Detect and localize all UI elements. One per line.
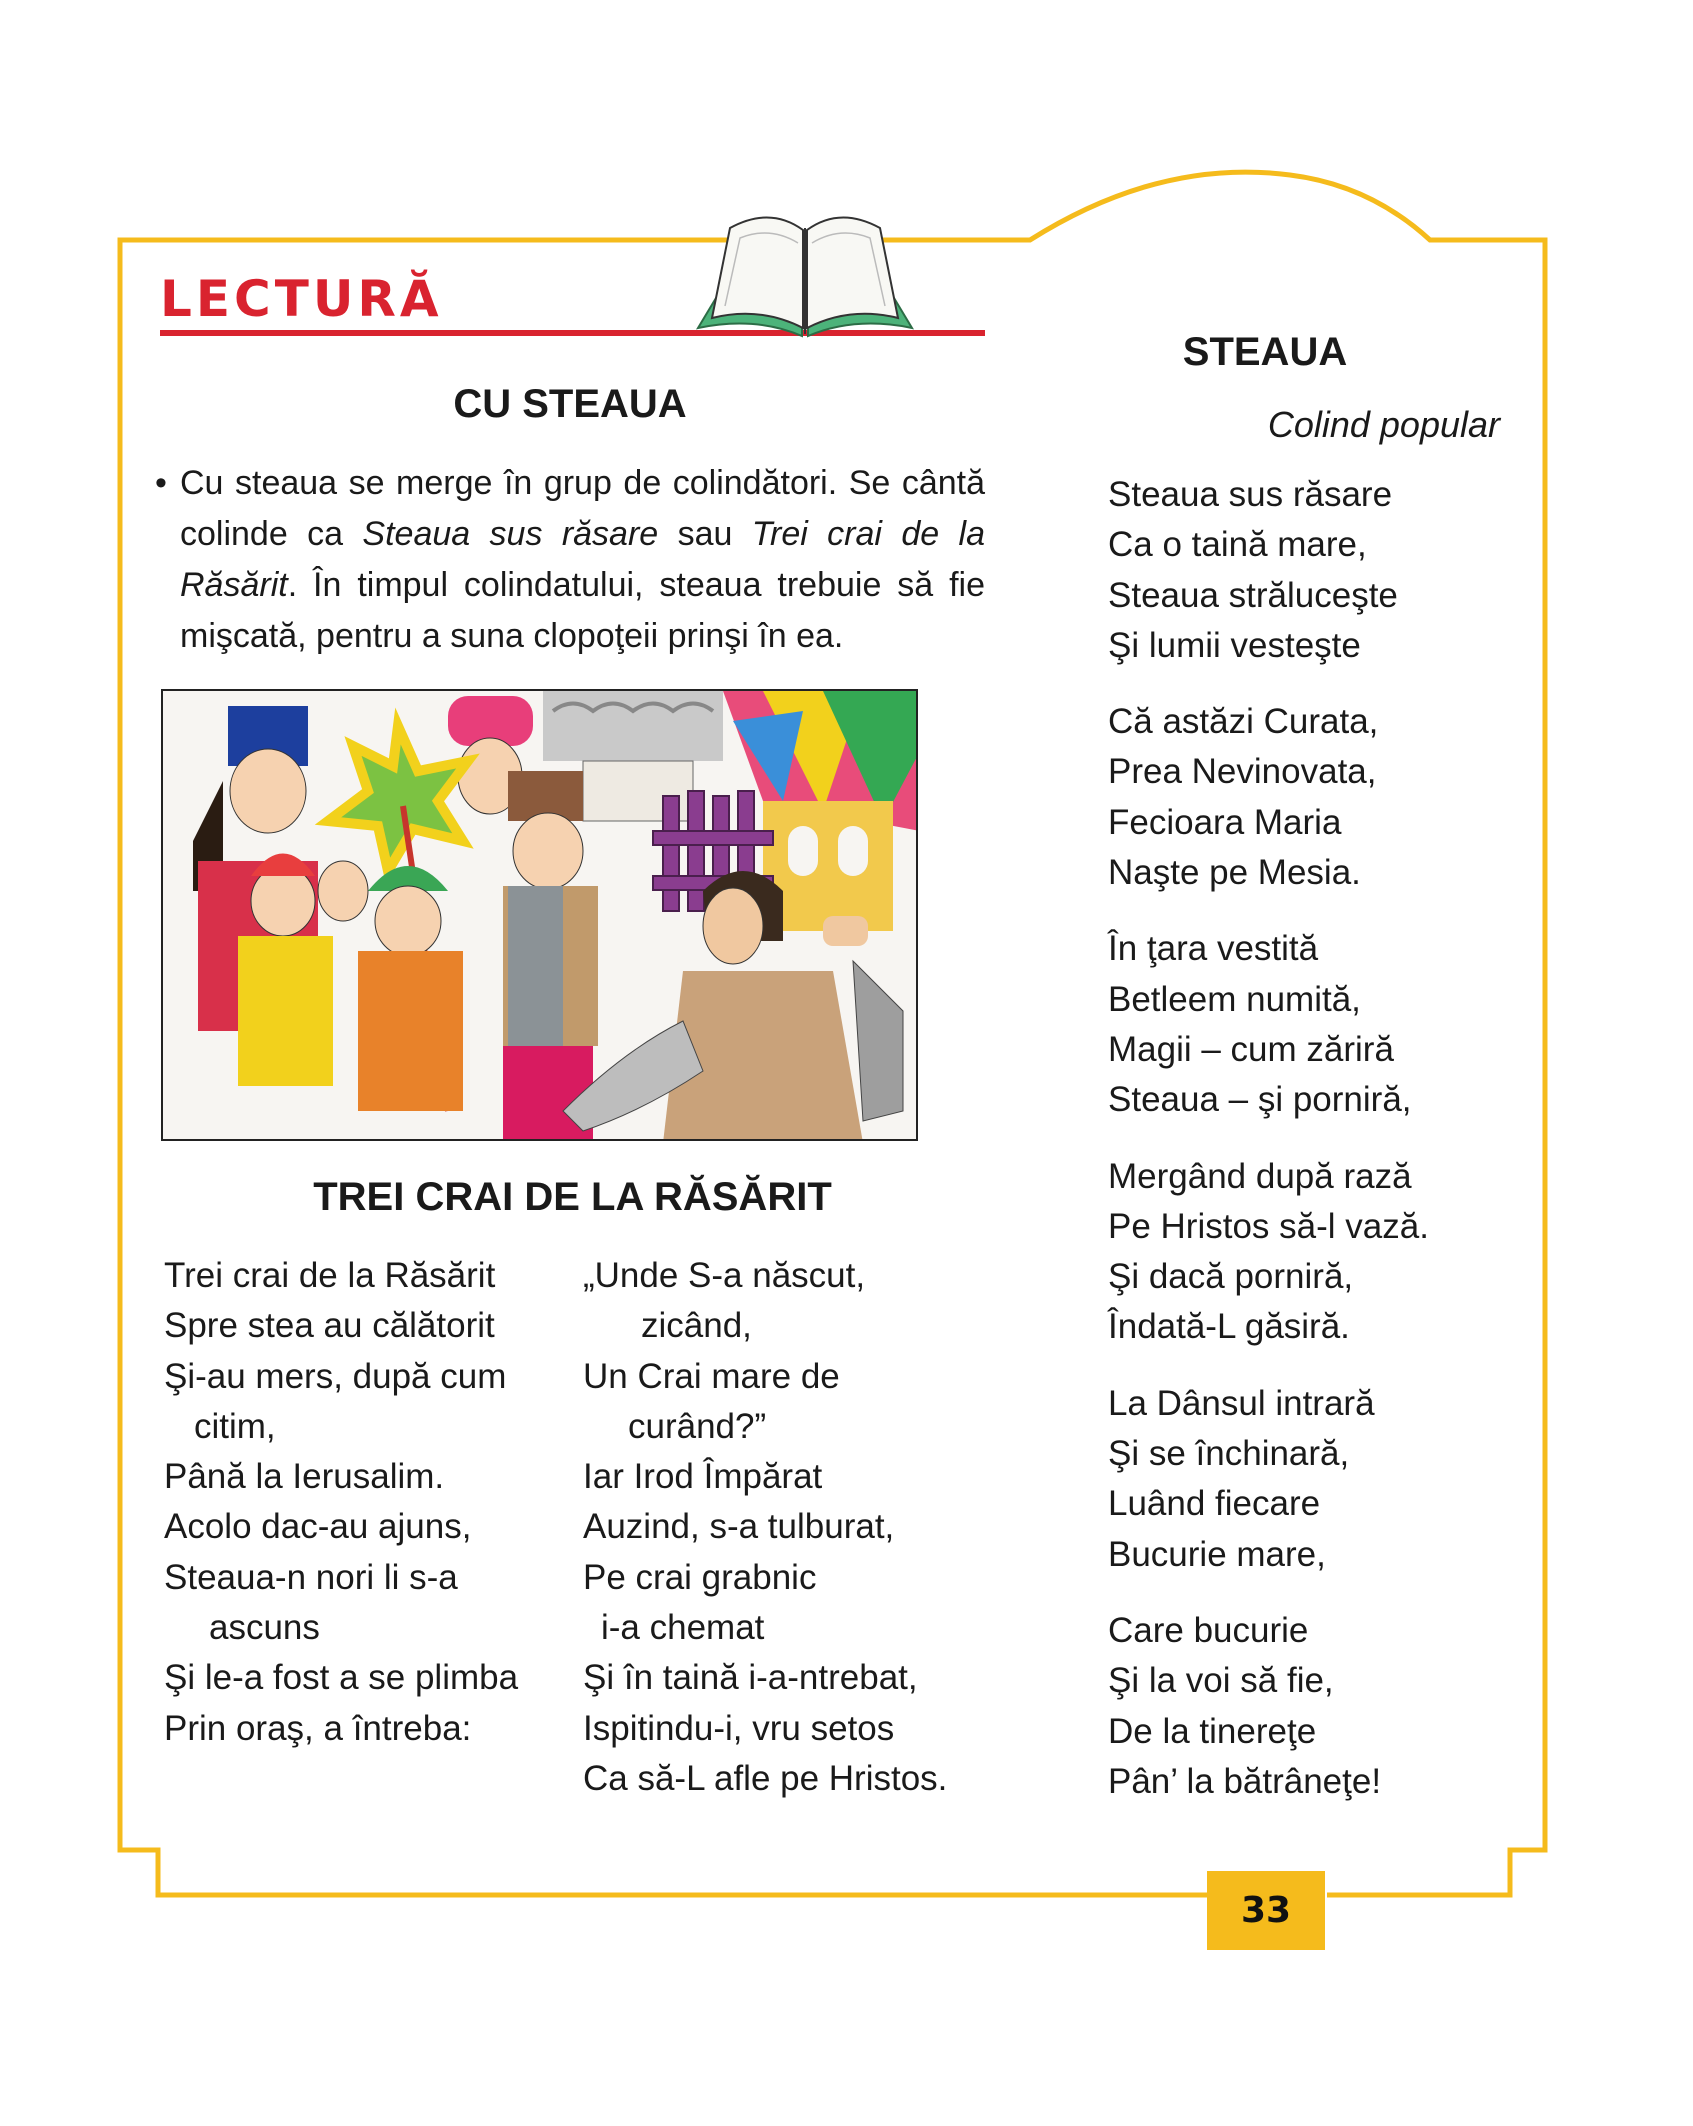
children-caroling-illustration (161, 689, 918, 1141)
poem-line: Luând fiecare (1108, 1484, 1321, 1524)
stanza (1108, 1379, 1429, 1580)
poem-line: Prea Nevinovata, (1108, 752, 1377, 792)
poem-line: Mergând după rază (1108, 1156, 1412, 1196)
poem-line: i-a chemat (601, 1608, 765, 1648)
poem-line: Auzind, s-a tulburat, (583, 1507, 895, 1547)
poem-line: Bucurie mare, (1108, 1534, 1326, 1574)
poem-line: Şi în taină i-a-ntrebat, (583, 1658, 918, 1698)
poem-line: Şi-au mers, după cum (164, 1356, 507, 1396)
open-book-icon (690, 188, 920, 343)
poem-line: Ca o taină mare, (1108, 525, 1367, 565)
poem-line: Şi le-a fost a se plimba (164, 1658, 519, 1698)
poem-line: Şi dacă porniră, (1108, 1257, 1354, 1297)
poem-line: Steaua-n nori li s-a (164, 1557, 458, 1597)
stanza (1108, 697, 1429, 898)
poem-line: Ispitindu-i, vru setos (583, 1708, 895, 1748)
poem-line: Iar Irod Împărat (583, 1457, 823, 1497)
stanza (1108, 1152, 1429, 1353)
poem-line: În ţara vestită (1108, 929, 1319, 969)
poem-line: citim, (194, 1406, 276, 1446)
steaua-heading: STEAUA (1182, 330, 1348, 374)
trei-crai-column-1 (164, 1251, 518, 1754)
trei-crai-column-2 (583, 1251, 947, 1804)
poem-line: Şi la voi să fie, (1108, 1661, 1334, 1701)
poem-line: Steaua sus răsare (1108, 475, 1393, 514)
poem-line: Care bucurie (1108, 1610, 1309, 1650)
poem-line: Pe Hristos să-l vază. (1108, 1206, 1429, 1246)
poem-line: Pe crai grabnic (583, 1557, 817, 1597)
cu-steaua-heading: CU STEAUA (453, 382, 687, 426)
poem-line: Ca să-L afle pe Hristos. (583, 1758, 948, 1798)
poem-line: Un Crai mare de (583, 1356, 840, 1396)
poem-line: Prin oraş, a întreba: (164, 1708, 472, 1748)
poem-line: „Unde S-a născut, (583, 1256, 866, 1295)
poem-line: Şi se închinară, (1108, 1434, 1350, 1474)
poem-line: Betleem numită, (1108, 979, 1361, 1019)
steaua-subtitle: Colind popular (1267, 404, 1500, 445)
poem-line: ascuns (209, 1608, 320, 1648)
poem-line: Acolo dac-au ajuns, (164, 1507, 472, 1547)
steaua-poem (1108, 470, 1429, 1833)
poem-line: Spre stea au călătorit (164, 1306, 495, 1346)
poem-line: Magii – cum zăriră (1108, 1029, 1394, 1069)
poem-line: Fecioara Maria (1108, 802, 1342, 842)
poem-line: De la tinereţe (1108, 1711, 1317, 1751)
bullet: • (155, 464, 167, 502)
poem-line: Steaua străluceşte (1108, 575, 1398, 615)
poem-line: Până la Ierusalim. (164, 1457, 445, 1497)
section-title: LECTURĂ (160, 270, 443, 328)
poem-line: Pân’ la bătrâneţe! (1108, 1761, 1382, 1801)
poem-line: Steaua – şi porniră, (1108, 1080, 1412, 1120)
poem-line: Naşte pe Mesia. (1108, 853, 1361, 893)
page-number: 33 (1207, 1871, 1325, 1950)
stanza (1108, 470, 1429, 671)
stanza (1108, 1606, 1429, 1807)
stanza (1108, 924, 1429, 1125)
poem-line: Şi lumii vesteşte (1108, 625, 1361, 665)
poem-line: Îndată-L găsiră. (1108, 1307, 1350, 1347)
poem-line: Trei crai de la Răsărit (164, 1256, 496, 1295)
poem-line: La Dânsul intrară (1108, 1383, 1375, 1423)
poem-line: Că astăzi Curata, (1108, 702, 1379, 742)
poem-line: zicând, (641, 1306, 752, 1346)
trei-crai-heading: TREI CRAI DE LA RĂSĂRIT (313, 1175, 832, 1219)
poem-line: curând?” (628, 1406, 767, 1446)
cu-steaua-paragraph: • Cu steaua se merge în grup de colindători. Se cântă colinde ca Steaua sus răsare sau Trei crai de la Răsărit. În timpul colindatului, steaua trebuie să fie mişcată, pentru a suna clopoţeii prinşi în ea. (155, 458, 985, 662)
